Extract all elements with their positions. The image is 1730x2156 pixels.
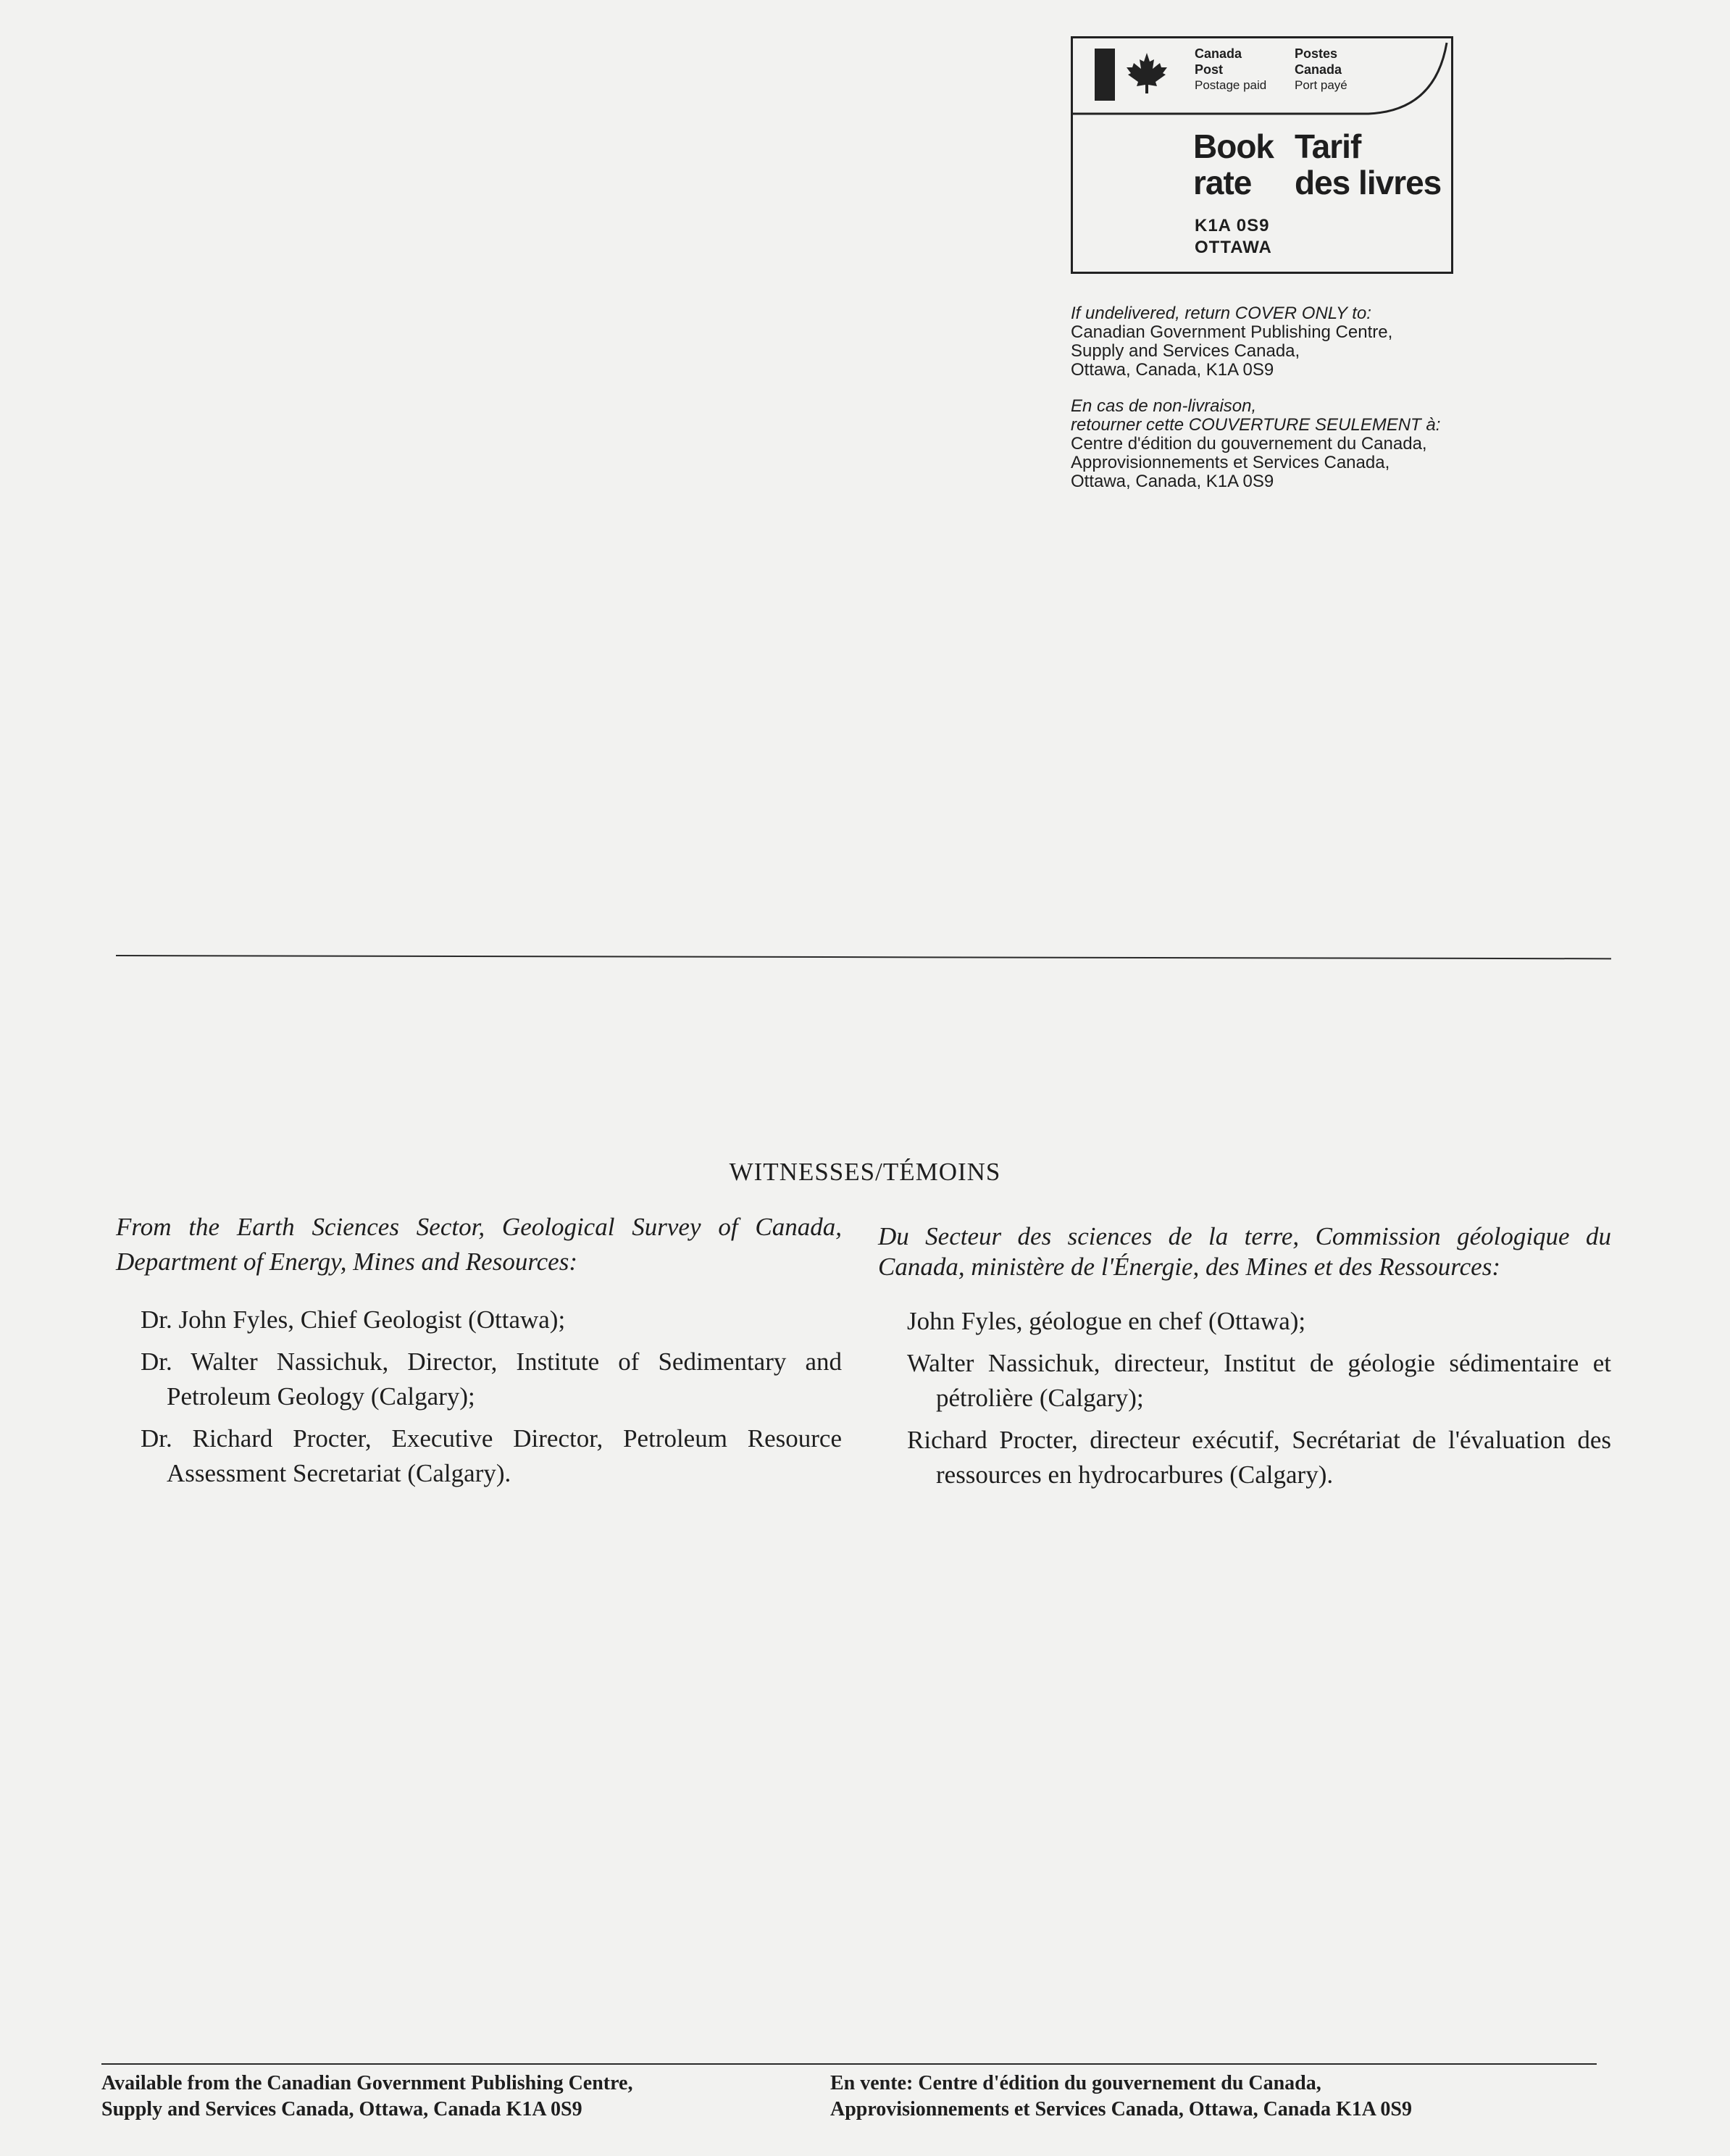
return-address-fr xyxy=(1071,397,1440,491)
return-intro-fr: En cas de non-livraison, retourner cette COUVERTURE SEULEMENT à: xyxy=(1071,396,1441,435)
witnesses-column-fr xyxy=(878,1221,1611,1500)
indicia-postal xyxy=(1195,215,1272,259)
witnesses-lead-fr: Du Secteur des sciences de la terre, Commission géologique du Canada, ministère de l'Énergie, des Mines et des Ressources: xyxy=(878,1222,1611,1281)
footer-fr-line2: Approvisionnements et Services Canada, Ottawa, Canada K1A 0S9 xyxy=(830,2098,1412,2121)
maple-leaf-icon xyxy=(1125,51,1169,95)
witness-item: Dr. Richard Procter, Executive Director, Petroleum Resource Assessment Secretariat (Calgary). xyxy=(141,1424,842,1487)
postage-paid-fr: Port payé xyxy=(1295,78,1347,92)
witnesses-column-en xyxy=(116,1210,842,1498)
witness-item: Richard Procter, directeur exécutif, Secrétariat de l'évaluation des ressources en hydrocarbures (Calgary). xyxy=(907,1426,1611,1489)
postage-paid-en: Postage paid xyxy=(1195,78,1267,92)
postes-line2: Canada xyxy=(1295,62,1342,77)
postal-code: K1A 0S9 xyxy=(1195,216,1270,235)
rate-fr-line2: des livres xyxy=(1295,164,1442,201)
return-lines-en: Canadian Government Publishing Centre, Supply and Services Canada, Ottawa, Canada, K1A 0S9 xyxy=(1071,322,1393,380)
rate-fr-line1: Tarif xyxy=(1295,128,1361,165)
canada-post-line1: Canada xyxy=(1195,46,1242,61)
return-lines-fr: Centre d'édition du gouvernement du Canada, Approvisionnements et Services Canada, Ottawa, Canada, K1A 0S9 xyxy=(1071,434,1427,491)
witness-item: Dr. Walter Nassichuk, Director, Institute of Sedimentary and Petroleum Geology (Calgary); xyxy=(141,1348,842,1411)
canada-post-line2: Post xyxy=(1195,62,1224,77)
footer-availability-en xyxy=(101,2071,632,2123)
flag-bar xyxy=(1095,49,1115,101)
witness-item: John Fyles, géologue en chef (Ottawa); xyxy=(907,1307,1306,1335)
postage-indicia xyxy=(1071,36,1453,274)
witness-item: Dr. John Fyles, Chief Geologist (Ottawa); xyxy=(141,1305,566,1334)
return-address-en xyxy=(1071,304,1392,380)
horizontal-rule xyxy=(116,955,1611,959)
rate-en-line2: rate xyxy=(1193,164,1252,201)
footer-availability-fr xyxy=(830,2071,1412,2123)
city: OTTAWA xyxy=(1195,238,1272,257)
rate-en-line1: Book xyxy=(1193,128,1274,165)
footer-fr-line1: En vente: Centre d'édition du gouvernement du Canada, xyxy=(830,2072,1321,2094)
witness-item: Walter Nassichuk, directeur, Institut de géologie sédimentaire et pétrolière (Calgary); xyxy=(907,1349,1611,1412)
footer-en-line1: Available from the Canadian Government Publishing Centre, xyxy=(101,2072,633,2094)
book-rate-fr xyxy=(1295,128,1441,201)
postes-line1: Postes xyxy=(1295,46,1338,61)
footer-en-line2: Supply and Services Canada, Ottawa, Canada K1A 0S9 xyxy=(101,2098,582,2121)
canada-post-en xyxy=(1195,46,1266,93)
book-rate-en xyxy=(1193,128,1274,201)
witnesses-lead-en: From the Earth Sciences Sector, Geological Survey of Canada, Department of Energy, Mines and Resources: xyxy=(116,1213,842,1276)
witnesses-title: WITNESSES/TÉMOINS xyxy=(729,1158,1001,1186)
footer-rule xyxy=(101,2063,1597,2065)
return-intro-en: If undelivered, return COVER ONLY to: xyxy=(1071,304,1371,323)
canada-post-fr xyxy=(1295,46,1347,93)
